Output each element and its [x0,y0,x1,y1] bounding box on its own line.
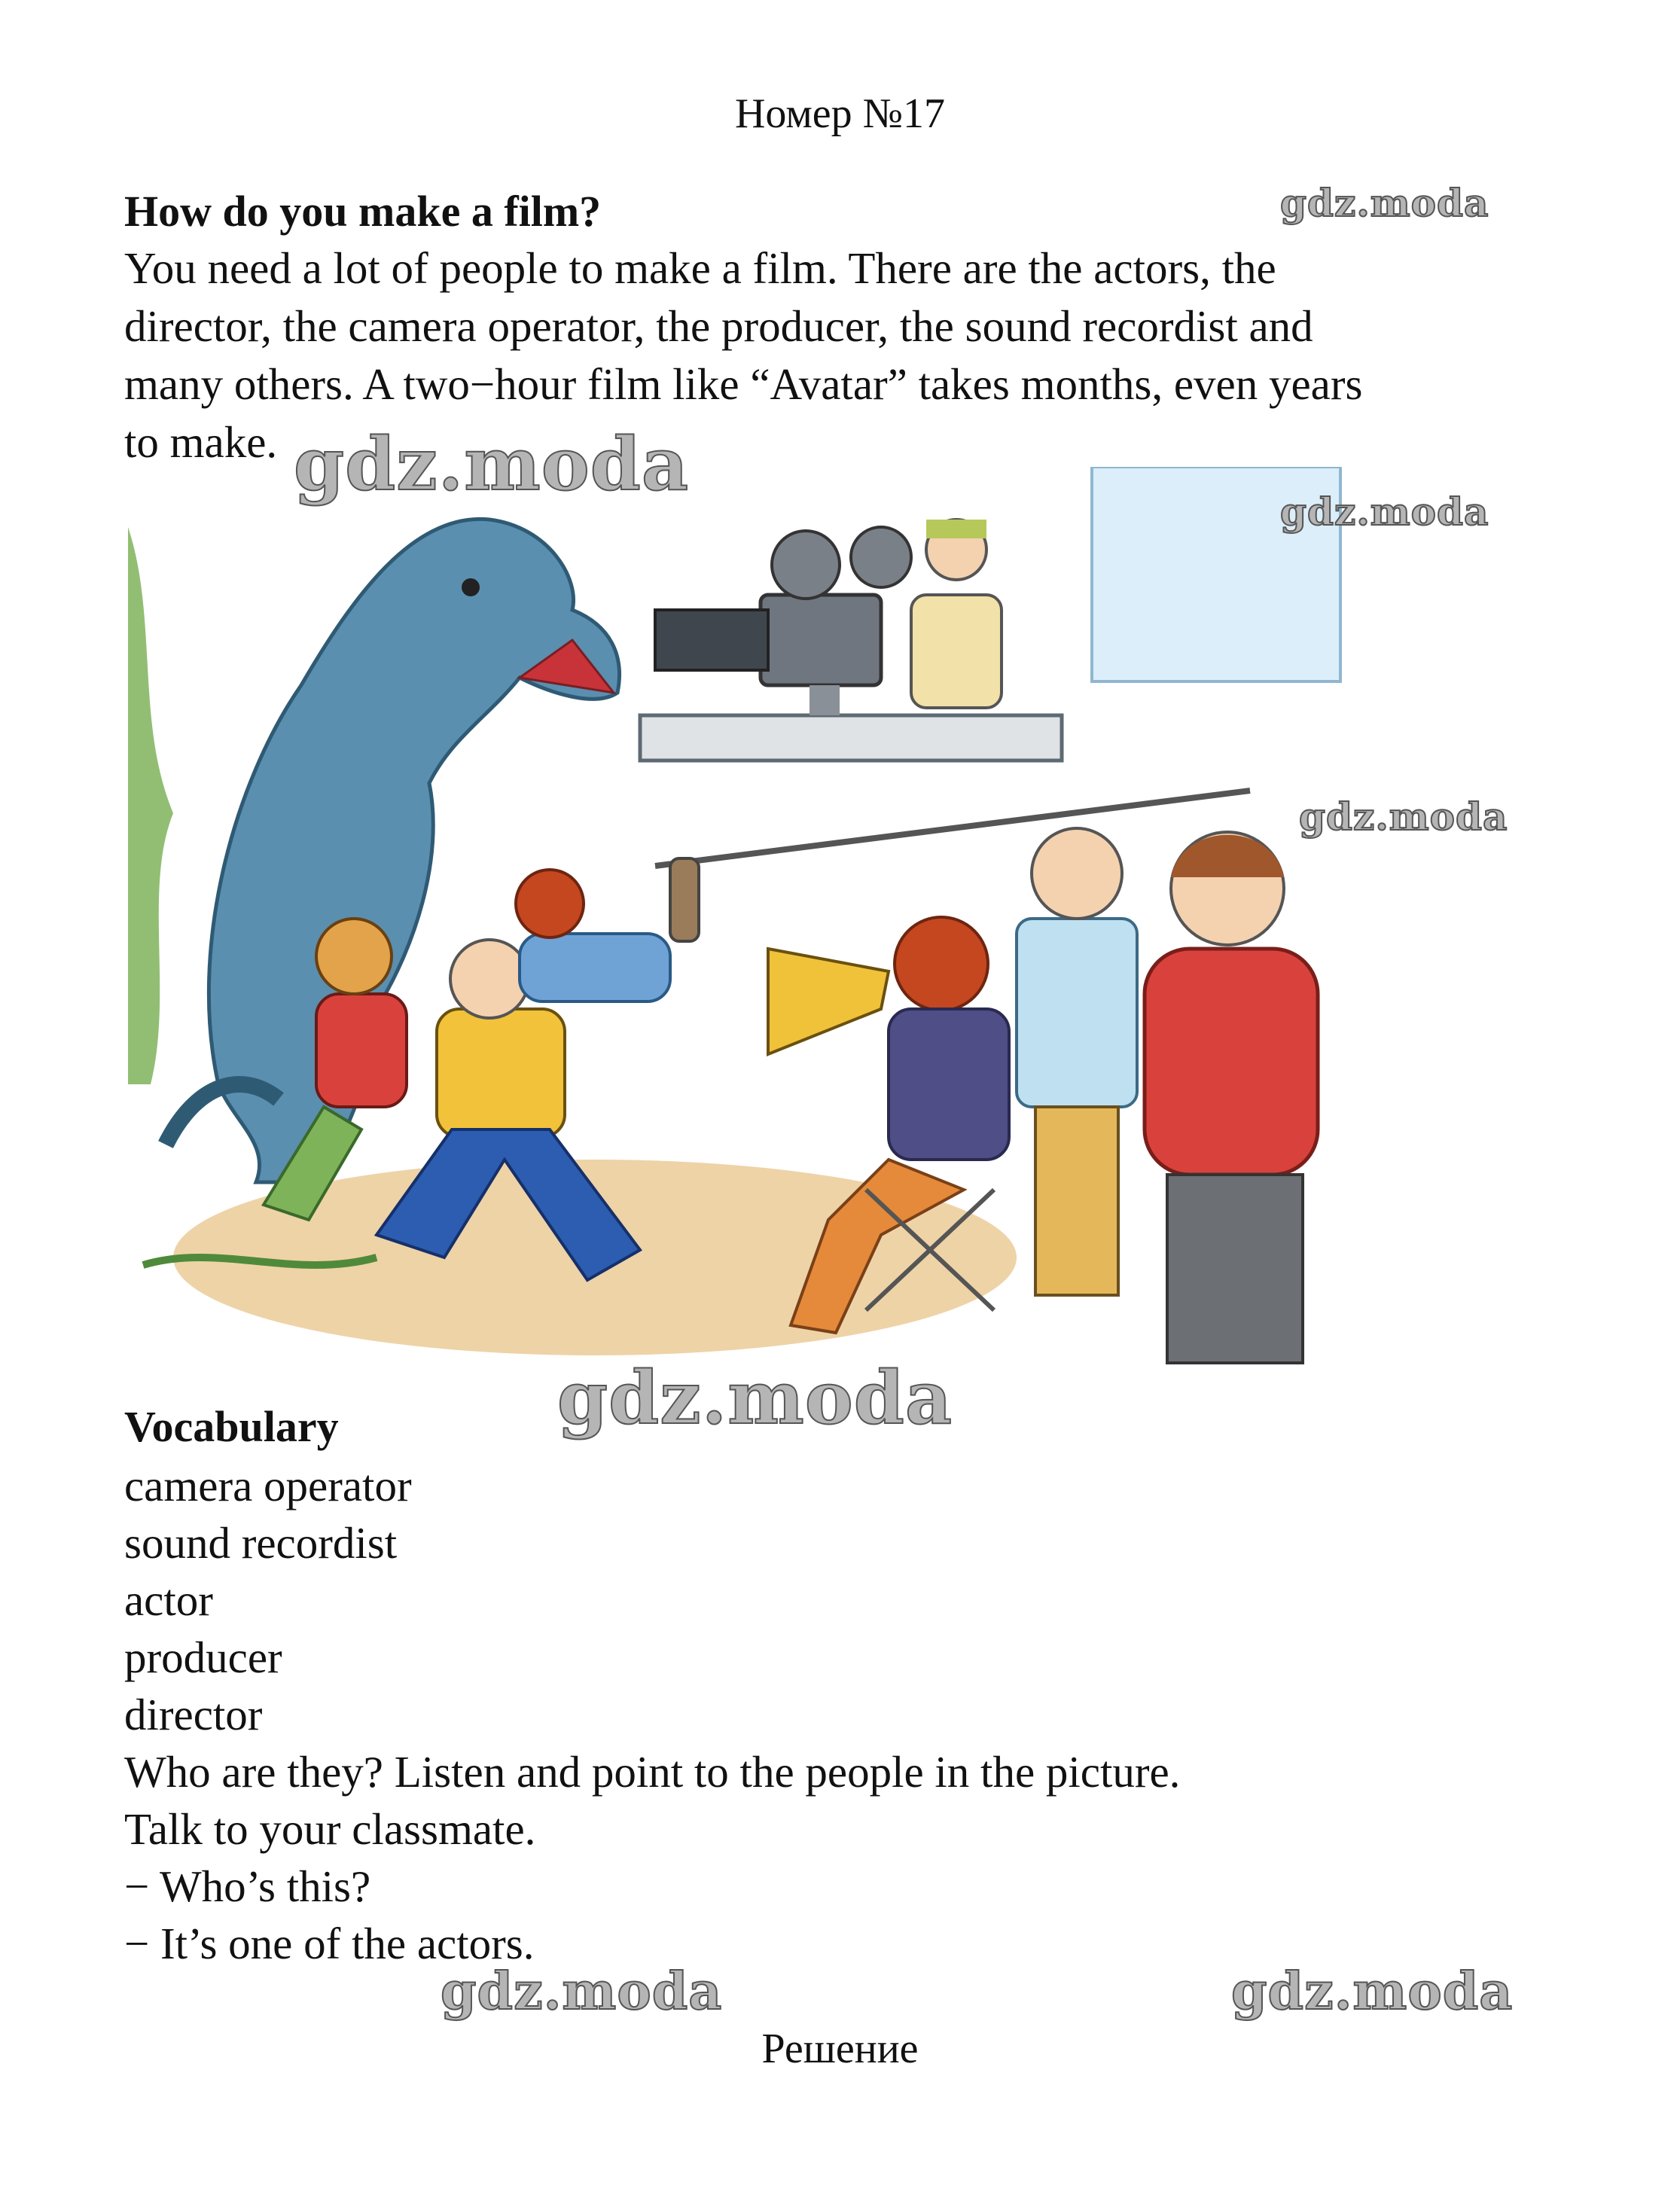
intro-line: many others. A two−hour film like “Avatar” takes months, even years [124,359,1363,409]
director [889,1009,1009,1160]
actor-fleeing [316,994,407,1107]
sound-recordist [1017,919,1137,1107]
article-heading: How do you make a film? [124,187,602,236]
intro-line: to make. [124,417,278,467]
actor-leaping-head [516,870,584,937]
page-title: Номер №17 [734,90,946,137]
film-reel [851,527,911,587]
task-instructions [124,1743,1180,1972]
actor-leaping [520,934,670,1001]
task-line: Talk to your classmate. [124,1804,536,1854]
actor-fleeing-head [316,919,392,994]
watermark: gdz.moda [294,422,690,507]
actor-head [450,940,529,1018]
vocabulary-item: sound recordist [124,1518,398,1568]
dinosaur-eye [462,578,480,596]
vocabulary-item: actor [124,1575,213,1625]
film-camera [761,595,881,685]
camera-crane-platform [640,715,1062,761]
producer-hair [1171,835,1284,877]
watermark: gdz.moda [1231,1962,1514,2022]
watermark: gdz.moda [441,1962,723,2022]
task-line: Who are they? Listen and point to the people in the picture. [124,1747,1181,1797]
actor-running [437,1009,565,1137]
film-reel [772,531,840,599]
camera-operator [911,595,1002,708]
intro-line: You need a lot of people to make a film. There are the actors, the [124,243,1276,293]
vocabulary-heading: Vocabulary [124,1402,339,1451]
watermark: gdz.moda [1280,489,1489,534]
film-set-illustration [128,467,1352,1397]
sound-recordist-legs [1035,1107,1118,1295]
watermark: gdz.moda [1280,181,1489,225]
vocabulary-item: director [124,1690,263,1739]
camera-stand [810,685,840,715]
task-line: − It’s one of the actors. [124,1919,535,1968]
producer-trousers [1167,1175,1303,1363]
megaphone [768,949,889,1054]
bush-left [128,527,173,1084]
boom-pole [655,791,1250,866]
camera-operator-bandana [926,520,986,538]
solution-label: Решение [761,2026,919,2072]
intro-line: director, the camera operator, the producer, the sound recordist and [124,301,1313,351]
producer [1145,949,1318,1175]
camera-lens [655,610,768,670]
sound-recordist-head [1032,828,1122,919]
task-line: − Who’s this? [124,1861,371,1911]
watermark: gdz.moda [557,1355,953,1440]
vocabulary-item: camera operator [124,1461,412,1510]
vocabulary-list [124,1457,412,1743]
boom-microphone [670,858,699,941]
director-hair [895,917,988,1011]
vocabulary-item: producer [124,1632,282,1682]
watermark: gdz.moda [1299,794,1508,839]
